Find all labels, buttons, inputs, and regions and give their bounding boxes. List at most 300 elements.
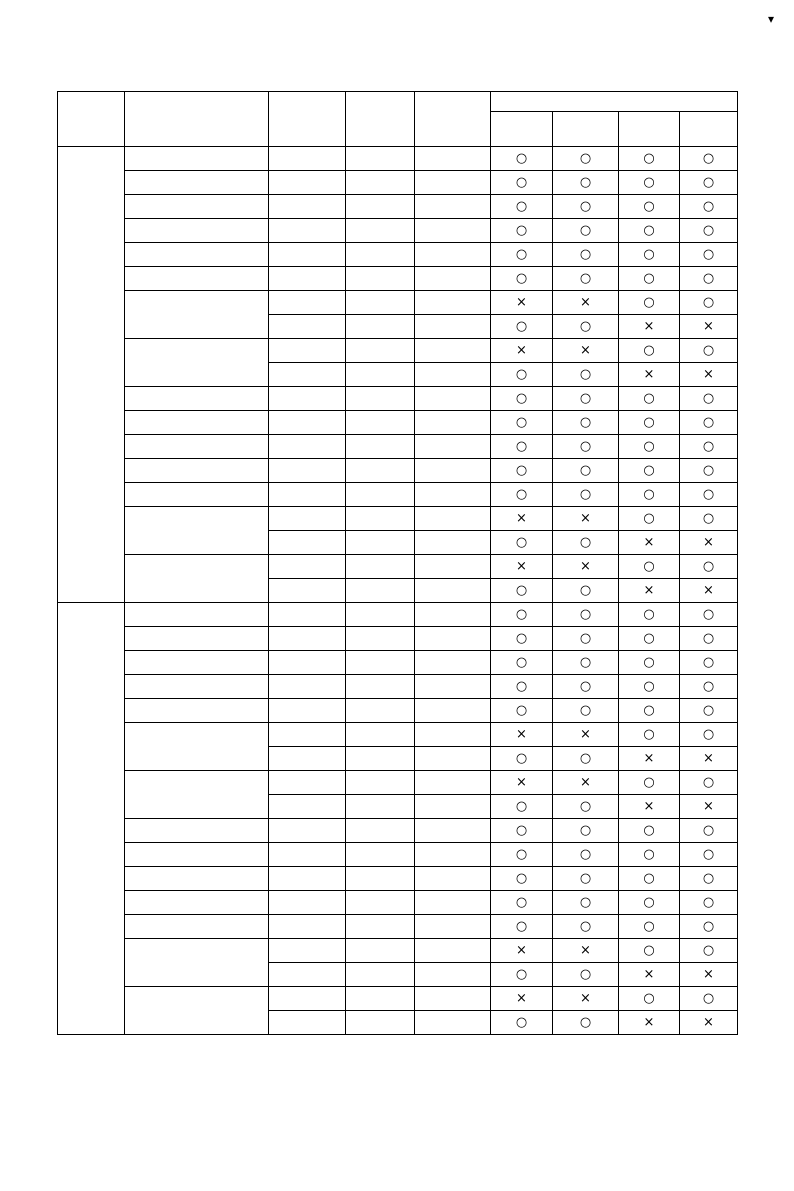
circle-mark-icon: ○ [702,199,715,214]
item-label-cell [125,435,269,459]
detail-cell [415,651,491,675]
support-cell [619,171,680,195]
item-label-cell [125,939,269,987]
detail-cell [415,483,491,507]
detail-cell [269,795,346,819]
detail-cell [269,483,346,507]
item-label-cell [125,819,269,843]
circle-mark-icon: ○ [643,895,655,910]
table-header-row [58,92,738,112]
detail-cell [415,699,491,723]
detail-cell [346,819,415,843]
cross-mark-icon: × [703,583,714,598]
support-cell [553,339,619,363]
support-cell [491,219,553,243]
support-cell [680,675,738,699]
cross-mark-icon: × [703,1015,714,1030]
support-cell [491,891,553,915]
circle-mark-icon: ○ [702,343,715,358]
table-row [58,387,738,411]
circle-mark-icon: ○ [702,271,715,286]
circle-mark-icon: ○ [643,511,655,526]
table-row [58,843,738,867]
support-cell [619,387,680,411]
support-cell [680,507,738,531]
circle-mark-icon: ○ [515,535,528,550]
item-label-cell [125,291,269,339]
detail-cell [346,531,415,555]
support-cell [619,843,680,867]
circle-mark-icon: ○ [643,823,655,838]
circle-mark-icon: ○ [515,247,528,262]
detail-cell [415,531,491,555]
detail-cell [346,771,415,795]
support-cell [619,627,680,651]
circle-mark-icon: ○ [515,391,528,406]
cross-mark-icon: × [516,943,527,958]
table-row [58,243,738,267]
support-cell [680,219,738,243]
circle-mark-icon: ○ [515,223,528,238]
item-label-cell [125,987,269,1035]
table-row [58,267,738,291]
circle-mark-icon: ○ [515,487,528,502]
support-cell [491,195,553,219]
detail-cell [269,891,346,915]
support-cell [619,1011,680,1035]
header-cell-1 [58,92,125,147]
support-cell [680,579,738,603]
circle-mark-icon: ○ [702,823,715,838]
circle-mark-icon: ○ [643,223,655,238]
support-cell [619,603,680,627]
detail-cell [415,435,491,459]
detail-cell [269,171,346,195]
circle-mark-icon: ○ [702,727,715,742]
circle-mark-icon: ○ [643,847,655,862]
circle-mark-icon: ○ [579,679,592,694]
detail-cell [415,243,491,267]
support-cell [680,387,738,411]
circle-mark-icon: ○ [515,631,528,646]
compatibility-table [57,91,738,1035]
circle-mark-icon: ○ [515,847,528,862]
support-cell [680,195,738,219]
detail-cell [415,267,491,291]
detail-cell [415,867,491,891]
item-label-cell [125,675,269,699]
table-row [58,723,738,747]
support-cell [553,603,619,627]
item-label-cell [125,555,269,603]
support-cell [491,315,553,339]
circle-mark-icon: ○ [643,631,655,646]
table-row [58,195,738,219]
cross-mark-icon: × [516,559,527,574]
circle-mark-icon: ○ [702,295,715,310]
support-cell [553,891,619,915]
item-label-cell [125,771,269,819]
circle-mark-icon: ○ [515,703,528,718]
support-cell [491,771,553,795]
circle-mark-icon: ○ [702,415,715,430]
cross-mark-icon: × [643,583,655,598]
detail-cell [415,339,491,363]
circle-mark-icon: ○ [579,439,592,454]
support-cell [619,267,680,291]
circle-mark-icon: ○ [702,679,715,694]
circle-mark-icon: ○ [579,967,592,982]
detail-cell [269,1011,346,1035]
support-cell [553,579,619,603]
circle-mark-icon: ○ [643,295,655,310]
cross-mark-icon: × [703,799,714,814]
detail-cell [415,627,491,651]
table-row [58,819,738,843]
detail-cell [269,219,346,243]
circle-mark-icon: ○ [579,799,592,814]
detail-cell [346,987,415,1011]
item-label-cell [125,459,269,483]
detail-cell [346,147,415,171]
detail-cell [346,939,415,963]
support-cell [619,507,680,531]
detail-cell [415,411,491,435]
support-cell [619,291,680,315]
support-cell [491,1011,553,1035]
cross-mark-icon: × [516,295,527,310]
circle-mark-icon: ○ [702,991,715,1006]
cross-mark-icon: × [643,319,655,334]
cross-mark-icon: × [643,535,655,550]
detail-cell [269,459,346,483]
detail-cell [346,1011,415,1035]
support-cell [553,747,619,771]
support-cell [619,651,680,675]
circle-mark-icon: ○ [515,583,528,598]
detail-cell [346,339,415,363]
circle-mark-icon: ○ [702,391,715,406]
header-sub-cell-3 [619,112,680,147]
table-row [58,411,738,435]
circle-mark-icon: ○ [702,607,715,622]
support-cell [491,147,553,171]
support-cell [619,147,680,171]
support-cell [491,963,553,987]
support-cell [680,363,738,387]
support-cell [619,219,680,243]
table-row [58,891,738,915]
circle-mark-icon: ○ [702,943,715,958]
item-label-cell [125,219,269,243]
circle-mark-icon: ○ [579,247,592,262]
support-cell [491,675,553,699]
circle-mark-icon: ○ [579,535,592,550]
table-row [58,915,738,939]
support-cell [680,315,738,339]
detail-cell [415,195,491,219]
table-row [58,699,738,723]
item-label-cell [125,603,269,627]
table-row [58,339,738,363]
circle-mark-icon: ○ [579,607,592,622]
cross-mark-icon: × [580,343,591,358]
circle-mark-icon: ○ [579,703,592,718]
table-row [58,555,738,579]
item-label-cell [125,339,269,387]
table-row [58,171,738,195]
circle-mark-icon: ○ [702,151,715,166]
support-cell [491,243,553,267]
detail-cell [346,963,415,987]
circle-mark-icon: ○ [579,487,592,502]
support-cell [680,171,738,195]
support-cell [680,987,738,1011]
detail-cell [415,363,491,387]
circle-mark-icon: ○ [702,247,715,262]
detail-cell [269,291,346,315]
circle-mark-icon: ○ [579,655,592,670]
detail-cell [415,459,491,483]
support-cell [553,387,619,411]
detail-cell [346,315,415,339]
detail-cell [269,411,346,435]
detail-cell [346,411,415,435]
circle-mark-icon: ○ [643,703,655,718]
support-cell [619,435,680,459]
header-group-cell [491,92,738,112]
support-cell [491,363,553,387]
support-cell [680,963,738,987]
item-label-cell [125,171,269,195]
support-cell [680,483,738,507]
detail-cell [346,387,415,411]
support-cell [491,843,553,867]
support-cell [491,915,553,939]
detail-cell [346,435,415,459]
corner-marker-icon: ▾ [767,12,775,26]
support-cell [619,819,680,843]
detail-cell [346,747,415,771]
support-cell [553,795,619,819]
header-cell-5 [415,92,491,147]
support-cell [680,531,738,555]
support-cell [553,915,619,939]
support-cell [619,459,680,483]
support-cell [553,195,619,219]
detail-cell [415,771,491,795]
circle-mark-icon: ○ [579,175,592,190]
header-sub-cell-2 [553,112,619,147]
item-label-cell [125,195,269,219]
support-cell [553,531,619,555]
support-cell [619,987,680,1011]
detail-cell [415,387,491,411]
support-cell [680,603,738,627]
support-cell [553,411,619,435]
cross-mark-icon: × [643,1015,655,1030]
support-cell [553,627,619,651]
detail-cell [269,387,346,411]
circle-mark-icon: ○ [643,391,655,406]
support-cell [619,555,680,579]
item-label-cell [125,411,269,435]
detail-cell [346,195,415,219]
circle-mark-icon: ○ [702,439,715,454]
support-cell [619,867,680,891]
header-cell-2 [125,92,269,147]
detail-cell [269,627,346,651]
circle-mark-icon: ○ [702,511,715,526]
support-cell [619,411,680,435]
detail-cell [269,363,346,387]
support-cell [619,747,680,771]
support-cell [680,555,738,579]
item-label-cell [125,723,269,771]
detail-cell [415,963,491,987]
circle-mark-icon: ○ [579,199,592,214]
support-cell [619,243,680,267]
detail-cell [269,843,346,867]
circle-mark-icon: ○ [515,439,528,454]
support-cell [553,363,619,387]
item-label-cell [125,243,269,267]
circle-mark-icon: ○ [702,871,715,886]
table-row [58,147,738,171]
detail-cell [415,747,491,771]
support-cell [491,339,553,363]
cross-mark-icon: × [643,967,655,982]
cross-mark-icon: × [516,511,527,526]
support-cell [619,963,680,987]
circle-mark-icon: ○ [702,463,715,478]
detail-cell [415,579,491,603]
detail-cell [269,315,346,339]
circle-mark-icon: ○ [702,559,715,574]
table-row [58,459,738,483]
support-cell [553,819,619,843]
support-cell [619,363,680,387]
circle-mark-icon: ○ [579,415,592,430]
circle-mark-icon: ○ [643,415,655,430]
detail-cell [269,339,346,363]
header-cell-4 [346,92,415,147]
detail-cell [346,171,415,195]
detail-cell [269,603,346,627]
cross-mark-icon: × [643,367,655,382]
item-label-cell [125,147,269,171]
circle-mark-icon: ○ [643,199,655,214]
table-row [58,867,738,891]
support-cell [619,939,680,963]
detail-cell [346,675,415,699]
support-cell [680,651,738,675]
detail-cell [415,1011,491,1035]
cross-mark-icon: × [580,511,591,526]
item-label-cell [125,483,269,507]
table-row [58,603,738,627]
circle-mark-icon: ○ [579,871,592,886]
item-label-cell [125,915,269,939]
cross-mark-icon: × [516,343,527,358]
detail-cell [269,195,346,219]
cross-mark-icon: × [703,367,714,382]
support-cell [680,723,738,747]
detail-cell [269,555,346,579]
cross-mark-icon: × [580,943,591,958]
circle-mark-icon: ○ [515,919,528,934]
circle-mark-icon: ○ [579,823,592,838]
detail-cell [269,579,346,603]
support-cell [680,771,738,795]
support-cell [553,843,619,867]
support-cell [680,627,738,651]
section-label-cell [58,147,125,603]
support-cell [491,411,553,435]
item-label-cell [125,267,269,291]
circle-mark-icon: ○ [579,223,592,238]
circle-mark-icon: ○ [515,463,528,478]
detail-cell [269,963,346,987]
detail-cell [415,315,491,339]
support-cell [680,459,738,483]
support-cell [491,291,553,315]
support-cell [491,723,553,747]
support-cell [680,699,738,723]
support-cell [491,867,553,891]
support-cell [680,819,738,843]
circle-mark-icon: ○ [515,871,528,886]
header-sub-cell-4 [680,112,738,147]
support-cell [491,939,553,963]
detail-cell [269,915,346,939]
header-sub-cell-1 [491,112,553,147]
circle-mark-icon: ○ [579,751,592,766]
circle-mark-icon: ○ [643,871,655,886]
detail-cell [415,147,491,171]
support-cell [619,771,680,795]
support-cell [680,747,738,771]
table-row [58,675,738,699]
circle-mark-icon: ○ [515,895,528,910]
support-cell [619,579,680,603]
detail-cell [269,651,346,675]
circle-mark-icon: ○ [702,631,715,646]
detail-cell [346,363,415,387]
circle-mark-icon: ○ [643,943,655,958]
support-cell [553,147,619,171]
support-cell [619,699,680,723]
detail-cell [269,507,346,531]
support-cell [491,819,553,843]
detail-cell [269,243,346,267]
detail-cell [415,555,491,579]
support-cell [553,675,619,699]
detail-cell [346,723,415,747]
detail-cell [415,171,491,195]
support-cell [619,891,680,915]
table-row [58,651,738,675]
table-row [58,939,738,963]
support-cell [680,843,738,867]
detail-cell [415,795,491,819]
circle-mark-icon: ○ [515,319,528,334]
support-cell [553,483,619,507]
detail-cell [346,507,415,531]
support-cell [491,651,553,675]
support-cell [491,699,553,723]
support-cell [553,939,619,963]
